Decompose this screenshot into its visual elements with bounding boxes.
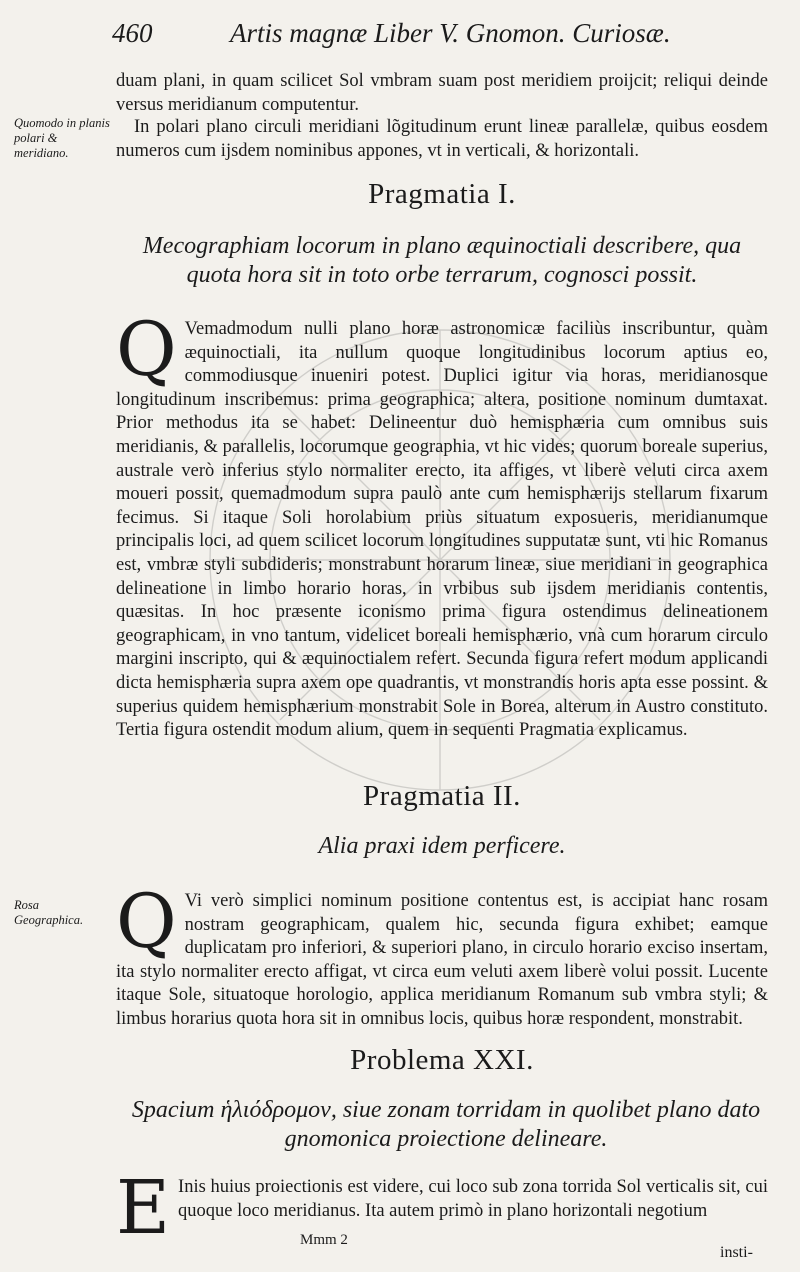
- pragmatia-1-paragraph: [116, 307, 768, 743]
- polar-paragraph: [116, 116, 768, 163]
- pragmatia-2-text: Vi verò simplici nominum positione contentus est, is accipiat hanc rosam nostram geographicam, qualem hic, secunda figura exhibet; eamque duplicatam pro inferiori, & superiori plano, in circulo horario exciso insertam, ita stylo normaliter erecto affigat, vt circa eum veluti axem liberè volui possit. Lucente itaque Sole, situatoque horologio, applica meridianum Romanum sub vmbra styli; & limbus horarius quota hora sit in omnibus locis, quibus horæ respondent, monstrabit.: [116, 891, 768, 1029]
- catchword: insti-: [720, 1244, 753, 1261]
- intro-text: duam plani, in quam scilicet Sol vmbram suam post meridiem proijcit; reliqui deinde versus meridianum computentur.: [116, 71, 768, 115]
- pragmatia-1-text-block: [116, 307, 768, 743]
- problema-21-subtitle: Spacium ἡλιόδρομον, siue zonam torridam in quolibet plano dato gnomonica proiectione delineare.: [131, 1097, 761, 1152]
- polar-text: In polari plano circuli meridiani lõgitudinum erunt lineæ parallelæ, quibus eosdem numeros cum ijsdem nominibus appones, vt in verticali, & horizontali.: [116, 117, 768, 161]
- margin-note-rosa: Rosa Geographica.: [14, 898, 84, 927]
- pragmatia-1-subtitle: Mecographiam locorum in plano æquinoctiali describere, qua quota hora sit in toto orbe terrarum, cognosci possit.: [142, 233, 742, 288]
- problema-21-heading: Problema XXI.: [350, 1044, 534, 1076]
- pragmatia-2-subtitle: Alia praxi idem perficere.: [318, 833, 566, 859]
- pragmatia-2-text-block: [116, 879, 768, 1032]
- dropcap-e: E: [116, 1165, 171, 1251]
- problema-21-text: Inis huius proiectionis est videre, cui loco sub zona torrida Sol verticalis sit, cui quoque loco meridianus. Ita autem primò in plano horizontali negotium: [178, 1177, 768, 1221]
- dropcap-q-2: Q: [116, 879, 177, 965]
- running-title: Artis magnæ Liber V. Gnomon. Curiosæ.: [230, 18, 671, 48]
- margin-note-polar: Quomodo in planis polari & meridiano.: [14, 116, 110, 160]
- pragmatia-1-heading: Pragmatia I.: [368, 178, 516, 210]
- page-number: 460: [112, 18, 153, 48]
- dropcap-q: Q: [116, 307, 177, 393]
- running-header: [112, 18, 772, 58]
- intro-paragraph: [116, 70, 768, 117]
- pragmatia-2-heading: Pragmatia II.: [363, 780, 521, 812]
- pragmatia-2-paragraph: [116, 879, 768, 1032]
- signature-mark: Mmm 2: [300, 1232, 348, 1248]
- pragmatia-1-text: Vemadmodum nulli plano horæ astronomicæ faciliùs inscribuntur, quàm æquinoctiali, ita nullum quoque longitudinibus locorum aptius eo, commodiusque inueniri potest. Duplici igitur via horas, meridianosque longitudinum inscribemus: prima geographica; altera, positione nominum dumtaxat. Prior methodus ita se habet: Delineentur duò hemisphæria cum omnibus suis meridianis, & parallelis, locorumque geographia, vt hic vides; quorum boreale superius, australe verò inferius stylo normaliter erecto, ita affiges, vt liberè veluti circa axem moueri possit, quemadmodum supra paulò ante cum hemisphærijs stellarum fixarum fecimus. Si itaque Soli horolabium priùs situatum exposueris, meridianumque principalis loci, ad quem scilicet locorum longitudines supputatæ sunt, vti hic Romanus est, vmbræ styli subdideris; monstrabunt horarum lineæ, siue meridiani in geographica delineatione in limbo horario horas, in vrbibus sub ijsdem meridianis contentis, quæsitas. In hoc præsente iconismo prima figura ostendimus delineationem geographicam, in vno tantum, videlicet boreali hemisphærio, vnà cum horarum circulo margini inscripto, qui & æquinoctialem refert. Secunda figura refert modum applicandi dicta hemisphæria supra axem ope quadrantis, vt monstrandis horis apta esse possint. & superius quidem hemisphærium monstrabit Sole in Borea, alterum in Austro constituto. Tertia figura ostendit modum alium, quem in sequenti Pragmatia explicamus.: [116, 319, 768, 741]
